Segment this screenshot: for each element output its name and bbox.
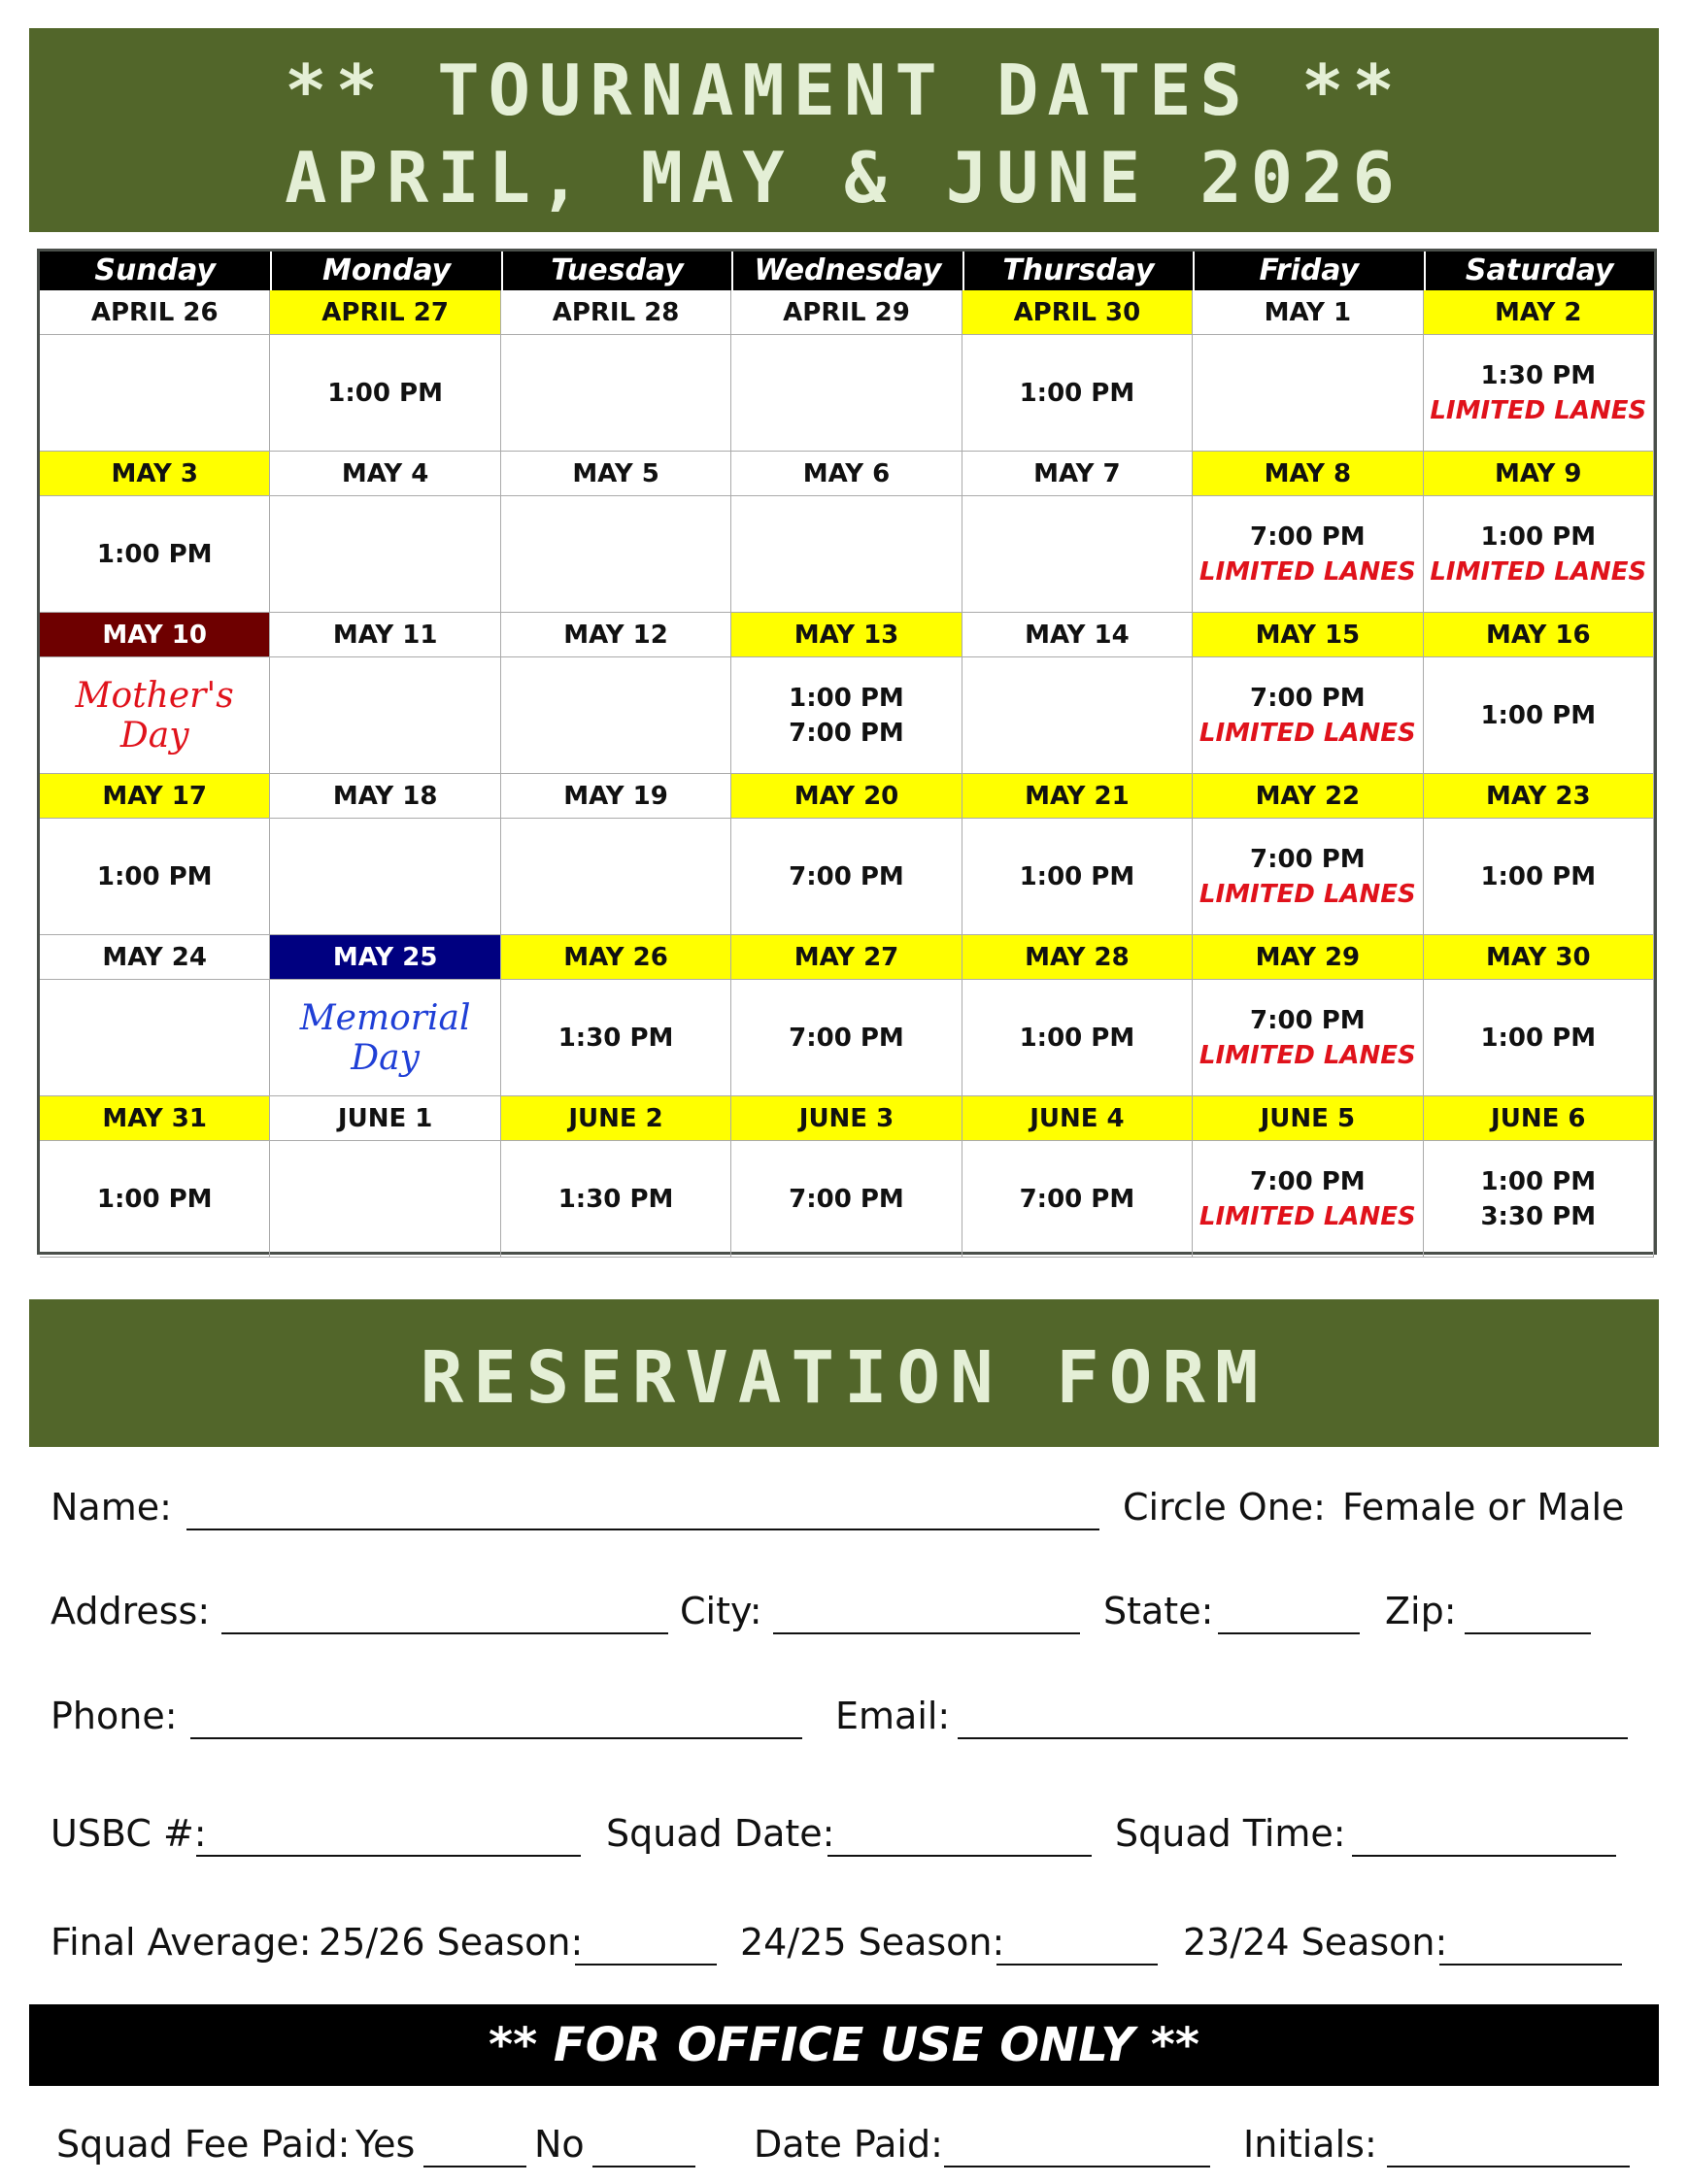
squad-time: 7:00 PM xyxy=(789,1023,904,1053)
event-cell[interactable] xyxy=(731,496,962,613)
squad-time: 1:00 PM xyxy=(1019,861,1135,891)
squad-time: 7:00 PM xyxy=(1250,1166,1366,1196)
squad-time-field[interactable] xyxy=(1352,1855,1616,1857)
date-cell[interactable]: APRIL 29 xyxy=(731,290,962,335)
date-cell[interactable]: MAY 3 xyxy=(40,452,270,496)
day-header-wednesday: Wednesday xyxy=(731,252,962,290)
date-cell[interactable]: MAY 7 xyxy=(962,452,1193,496)
date-cell[interactable]: MAY 23 xyxy=(1424,774,1654,819)
event-cell[interactable] xyxy=(270,1141,500,1258)
tournament-calendar xyxy=(37,249,1657,1255)
date-cell[interactable]: APRIL 28 xyxy=(501,290,731,335)
limited-lanes-note: LIMITED LANES xyxy=(1198,879,1416,909)
address-label: Address: xyxy=(51,1590,211,1632)
event-cell[interactable] xyxy=(270,980,500,1096)
season1-label: 25/26 Season: xyxy=(319,1921,584,1964)
event-cell[interactable] xyxy=(962,819,1193,935)
season2-field[interactable] xyxy=(996,1964,1158,1966)
squad-date-field[interactable] xyxy=(827,1855,1092,1857)
address-field[interactable] xyxy=(221,1632,668,1634)
date-cell[interactable]: MAY 25 xyxy=(270,935,500,980)
usbc-label: USBC #: xyxy=(51,1812,207,1855)
event-cell[interactable] xyxy=(731,819,962,935)
holiday-label: Memorial Day xyxy=(299,997,471,1078)
date-cell[interactable]: MAY 1 xyxy=(1193,290,1423,335)
event-cell[interactable] xyxy=(1193,1141,1423,1258)
date-cell[interactable]: MAY 2 xyxy=(1424,290,1654,335)
squad-time: 1:00 PM xyxy=(1480,700,1597,730)
zip-label: Zip: xyxy=(1385,1590,1457,1632)
date-cell[interactable]: MAY 6 xyxy=(731,452,962,496)
date-cell[interactable]: MAY 20 xyxy=(731,774,962,819)
email-label: Email: xyxy=(835,1695,951,1737)
limited-lanes-note: LIMITED LANES xyxy=(1430,395,1647,425)
event-cell[interactable] xyxy=(270,496,500,613)
date-cell[interactable]: JUNE 1 xyxy=(270,1096,500,1141)
squad-time: 1:00 PM xyxy=(1019,378,1135,408)
event-cell[interactable] xyxy=(1193,335,1423,452)
day-header-friday: Friday xyxy=(1193,252,1423,290)
event-cell[interactable] xyxy=(40,335,270,452)
date-cell[interactable]: JUNE 2 xyxy=(501,1096,731,1141)
squad-date-label: Squad Date: xyxy=(606,1812,835,1855)
event-cell[interactable] xyxy=(501,496,731,613)
event-cell[interactable] xyxy=(1424,1141,1654,1258)
event-cell[interactable] xyxy=(501,980,731,1096)
squad-time: 7:00 PM xyxy=(789,718,904,748)
event-cell[interactable] xyxy=(1193,980,1423,1096)
squad-time: 7:00 PM xyxy=(1250,683,1366,713)
event-cell[interactable] xyxy=(1193,657,1423,774)
day-header-saturday: Saturday xyxy=(1424,252,1654,290)
date-cell[interactable]: MAY 11 xyxy=(270,613,500,657)
event-cell[interactable] xyxy=(1424,335,1654,452)
phone-label: Phone: xyxy=(51,1695,178,1737)
date-cell[interactable]: APRIL 26 xyxy=(40,290,270,335)
event-cell[interactable] xyxy=(962,496,1193,613)
form-title: RESERVATION FORM xyxy=(420,1336,1268,1420)
email-field[interactable] xyxy=(958,1737,1628,1739)
no-label: No xyxy=(534,2123,585,2166)
event-cell[interactable] xyxy=(1424,657,1654,774)
squad-time: 1:00 PM xyxy=(96,1184,213,1214)
date-cell[interactable]: MAY 17 xyxy=(40,774,270,819)
squad-time: 1:00 PM xyxy=(327,378,443,408)
date-paid-field[interactable] xyxy=(944,2166,1210,2167)
date-cell[interactable]: JUNE 3 xyxy=(731,1096,962,1141)
day-header-sunday: Sunday xyxy=(40,252,270,290)
date-cell[interactable]: MAY 15 xyxy=(1193,613,1423,657)
initials-label: Initials: xyxy=(1243,2123,1377,2166)
day-header-monday: Monday xyxy=(270,252,500,290)
state-label: State: xyxy=(1103,1590,1214,1632)
date-cell[interactable]: MAY 21 xyxy=(962,774,1193,819)
final-average-label: Final Average: xyxy=(51,1921,312,1964)
squad-time: 1:30 PM xyxy=(1480,360,1597,390)
event-cell[interactable] xyxy=(501,819,731,935)
season3-field[interactable] xyxy=(1439,1964,1622,1966)
city-field[interactable] xyxy=(773,1632,1080,1634)
event-cell[interactable] xyxy=(962,980,1193,1096)
date-paid-label: Date Paid: xyxy=(754,2123,943,2166)
date-cell[interactable]: JUNE 6 xyxy=(1424,1096,1654,1141)
no-field[interactable] xyxy=(592,2166,695,2167)
office-use-bar: ** FOR OFFICE USE ONLY ** xyxy=(29,2004,1659,2086)
event-cell[interactable] xyxy=(40,657,270,774)
day-header-thursday: Thursday xyxy=(962,252,1193,290)
event-cell[interactable] xyxy=(270,335,500,452)
squad-time: 7:00 PM xyxy=(1250,1005,1366,1035)
limited-lanes-note: LIMITED LANES xyxy=(1198,1040,1416,1070)
squad-time: 1:00 PM xyxy=(1019,1023,1135,1053)
squad-time: 7:00 PM xyxy=(789,861,904,891)
event-cell[interactable] xyxy=(731,980,962,1096)
event-cell[interactable] xyxy=(1193,496,1423,613)
event-cell[interactable] xyxy=(962,335,1193,452)
squad-time: 1:00 PM xyxy=(1480,861,1597,891)
event-cell[interactable] xyxy=(1193,819,1423,935)
squad-time: 1:00 PM xyxy=(96,861,213,891)
date-cell[interactable]: MAY 14 xyxy=(962,613,1193,657)
event-cell[interactable] xyxy=(40,496,270,613)
squad-time-label: Squad Time: xyxy=(1115,1812,1346,1855)
season3-label: 23/24 Season: xyxy=(1183,1921,1448,1964)
event-cell[interactable] xyxy=(962,657,1193,774)
date-cell[interactable]: MAY 22 xyxy=(1193,774,1423,819)
event-cell[interactable] xyxy=(962,1141,1193,1258)
event-cell[interactable] xyxy=(1424,980,1654,1096)
date-cell[interactable]: MAY 18 xyxy=(270,774,500,819)
event-cell[interactable] xyxy=(40,819,270,935)
phone-field[interactable] xyxy=(190,1737,802,1739)
date-cell[interactable]: MAY 5 xyxy=(501,452,731,496)
initials-field[interactable] xyxy=(1387,2166,1630,2167)
squad-time: 7:00 PM xyxy=(1250,521,1366,552)
date-cell[interactable]: MAY 31 xyxy=(40,1096,270,1141)
squad-time: 1:00 PM xyxy=(96,539,213,569)
limited-lanes-note: LIMITED LANES xyxy=(1198,556,1416,587)
squad-time: 7:00 PM xyxy=(789,1184,904,1214)
tournament-dates-banner xyxy=(29,28,1659,232)
date-cell[interactable]: MAY 8 xyxy=(1193,452,1423,496)
event-cell[interactable] xyxy=(731,1141,962,1258)
season2-label: 24/25 Season: xyxy=(740,1921,1005,1964)
squad-time: 1:00 PM xyxy=(789,683,904,713)
date-cell[interactable]: MAY 10 xyxy=(40,613,270,657)
date-cell[interactable]: MAY 24 xyxy=(40,935,270,980)
event-cell[interactable] xyxy=(501,657,731,774)
event-cell[interactable] xyxy=(1424,819,1654,935)
event-cell[interactable] xyxy=(270,819,500,935)
squad-time: 3:30 PM xyxy=(1480,1201,1597,1231)
usbc-field[interactable] xyxy=(196,1855,581,1857)
state-field[interactable] xyxy=(1218,1632,1360,1634)
banner-subtitle: APRIL, MAY & JUNE 2026 xyxy=(285,137,1403,218)
date-cell[interactable]: MAY 12 xyxy=(501,613,731,657)
date-cell[interactable]: APRIL 27 xyxy=(270,290,500,335)
date-cell[interactable]: MAY 27 xyxy=(731,935,962,980)
squad-fee-paid-label: Squad Fee Paid: xyxy=(56,2123,351,2166)
name-field[interactable] xyxy=(186,1529,1099,1530)
zip-field[interactable] xyxy=(1465,1632,1591,1634)
circle-one-label: Circle One: xyxy=(1123,1486,1326,1529)
date-cell[interactable]: MAY 19 xyxy=(501,774,731,819)
date-cell[interactable]: JUNE 5 xyxy=(1193,1096,1423,1141)
squad-time: 7:00 PM xyxy=(1019,1184,1135,1214)
banner-title: ** TOURNAMENT DATES ** xyxy=(285,50,1403,131)
limited-lanes-note: LIMITED LANES xyxy=(1198,718,1416,748)
limited-lanes-note: LIMITED LANES xyxy=(1430,556,1647,587)
date-cell[interactable]: MAY 29 xyxy=(1193,935,1423,980)
yes-field[interactable] xyxy=(423,2166,526,2167)
day-header-tuesday: Tuesday xyxy=(501,252,731,290)
season1-field[interactable] xyxy=(575,1964,717,1966)
holiday-label: Mother's Day xyxy=(75,675,234,756)
date-cell[interactable]: MAY 30 xyxy=(1424,935,1654,980)
event-cell[interactable] xyxy=(270,657,500,774)
squad-time: 1:00 PM xyxy=(1480,1023,1597,1053)
date-cell[interactable]: MAY 13 xyxy=(731,613,962,657)
event-cell[interactable] xyxy=(1424,496,1654,613)
reservation-form-banner xyxy=(29,1299,1659,1447)
squad-time: 7:00 PM xyxy=(1250,844,1366,874)
date-cell[interactable]: MAY 16 xyxy=(1424,613,1654,657)
date-cell[interactable]: MAY 26 xyxy=(501,935,731,980)
event-cell[interactable] xyxy=(731,335,962,452)
date-cell[interactable]: JUNE 4 xyxy=(962,1096,1193,1141)
squad-time: 1:00 PM xyxy=(1480,521,1597,552)
event-cell[interactable] xyxy=(501,335,731,452)
limited-lanes-note: LIMITED LANES xyxy=(1198,1201,1416,1231)
event-cell[interactable] xyxy=(40,1141,270,1258)
event-cell[interactable] xyxy=(731,657,962,774)
squad-time: 1:30 PM xyxy=(557,1023,674,1053)
gender-options[interactable]: Female or Male xyxy=(1342,1486,1625,1529)
yes-label: Yes xyxy=(355,2123,416,2166)
event-cell[interactable] xyxy=(40,980,270,1096)
squad-time: 1:30 PM xyxy=(557,1184,674,1214)
date-cell[interactable]: MAY 9 xyxy=(1424,452,1654,496)
date-cell[interactable]: APRIL 30 xyxy=(962,290,1193,335)
city-label: City: xyxy=(680,1590,762,1632)
event-cell[interactable] xyxy=(501,1141,731,1258)
date-cell[interactable]: MAY 28 xyxy=(962,935,1193,980)
name-label: Name: xyxy=(51,1486,172,1529)
squad-time: 1:00 PM xyxy=(1480,1166,1597,1196)
date-cell[interactable]: MAY 4 xyxy=(270,452,500,496)
